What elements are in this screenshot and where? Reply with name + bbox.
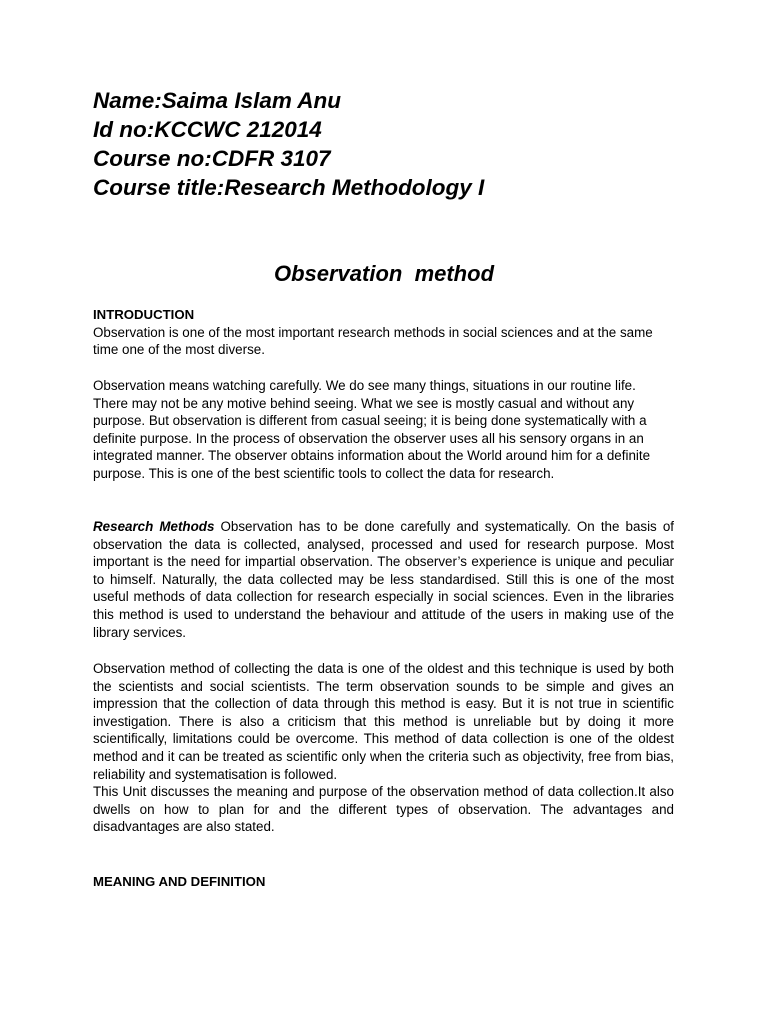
introduction-paragraph-2-block: [93, 377, 674, 483]
course-title: Course title:Research Methodology I: [93, 175, 485, 200]
introduction-paragraph-1: Observation is one of the most important research methods in social sciences and at the same time one of the most diverse.: [93, 324, 653, 358]
course-number: Course no:CDFR 3107: [93, 146, 331, 171]
oldest-method-paragraph: Observation method of collecting the data is one of the oldest and this technique is used by both the scientists and social scientists. The term observation sounds to be simple and gives an impression that the collection of data through this method is easy. But it is not true in scientific investigation. There is also a criticism that this method is unreliable but by doing it more scientifically, limitations could be overcome. This method of data collection is one of the oldest method and it can be treated as scientific only when the criteria such as objectivity, free from bias, reliability and systematisation is followed.: [93, 661, 674, 782]
introduction-section: [93, 306, 674, 359]
introduction-heading: INTRODUCTION: [93, 307, 195, 322]
research-methods-label: Research Methods: [93, 519, 215, 534]
meaning-definition-heading: MEANING AND DEFINITION: [93, 874, 266, 889]
meaning-definition-section: [93, 873, 674, 891]
student-name: Name:Saima Islam Anu: [93, 88, 342, 113]
research-methods-paragraph: [93, 518, 674, 641]
oldest-method-section: [93, 660, 674, 836]
unit-overview-paragraph: This Unit discusses the meaning and purpose of the observation method of data collection.It also dwells on how to plan for and the different types of observation. The advantages and disadvantages are also stated.: [93, 784, 674, 835]
document-title: Observation method: [273, 261, 495, 286]
introduction-paragraph-2: Observation means watching carefully. We do see many things, situations in our routine life. There may not be any motive behind seeing. What we see is mostly casual and without any purpose. But observation is different from casual seeing; it is being done systematically with a definite purpose. In the process of observation the observer uses all his sensory organs in an integrated manner. The observer obtains information about the World around him for a definite purpose. This is one of the best scientific tools to collect the data for research.: [93, 378, 651, 481]
student-info-header: [93, 86, 693, 202]
research-methods-section: [93, 518, 674, 641]
research-methods-text: Observation has to be done carefully and systematically. On the basis of observation the data is collected, analysed, processed and used for research purpose. Most important is the need for impartial observation. The observer’s experience is unique and peculiar to himself. Naturally, the data collected may be less standardised. Still this is one of the most useful methods of data collection for research especially in social sciences. Even in the libraries this method is used to understand the behaviour and attitude of the users in making use of the library services.: [93, 519, 674, 640]
student-id: Id no:KCCWC 212014: [93, 117, 322, 142]
